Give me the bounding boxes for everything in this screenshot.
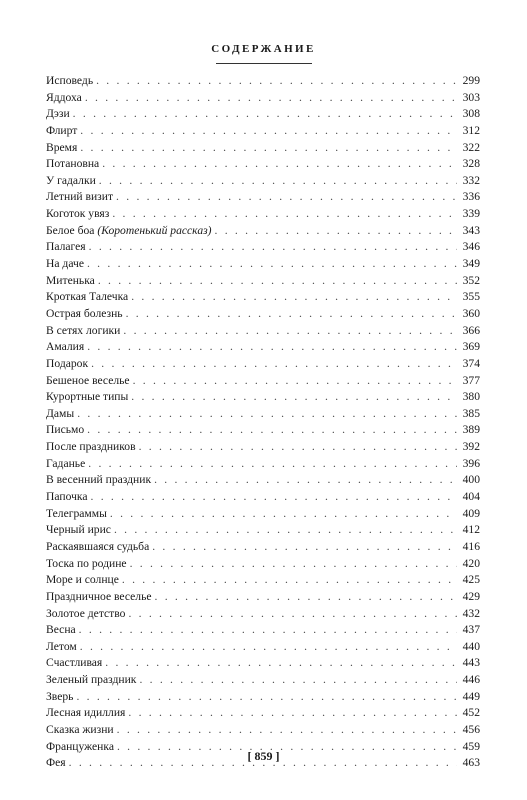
- toc-entry-page: 400: [462, 473, 480, 487]
- toc-entry: [46, 539, 480, 556]
- toc-entry-title-text: Яддоха: [46, 90, 82, 104]
- toc-entry-title-text: Фея: [46, 756, 66, 770]
- toc-entry-title: [46, 556, 127, 573]
- toc-entry-page: 409: [462, 506, 480, 520]
- toc-entry: [46, 639, 480, 656]
- toc-entry-page: 366: [462, 323, 480, 337]
- toc-entry-title: [46, 572, 119, 589]
- toc-entry-title-text: Море и солнце: [46, 573, 119, 587]
- toc-entry-title: [46, 306, 123, 323]
- toc-entry-title-text: Письмо: [46, 423, 85, 437]
- toc-entry-title: [46, 156, 99, 173]
- toc-entry-title: [46, 589, 152, 606]
- toc-entry-title: [46, 256, 84, 273]
- toc-entry-page: 377: [462, 373, 480, 387]
- toc-entry: [46, 239, 480, 256]
- dot-leader: [80, 123, 457, 140]
- toc-entry-page: 328: [462, 157, 480, 171]
- dot-leader: [76, 689, 457, 706]
- dot-leader: [114, 522, 457, 539]
- toc-entry-title-text: Француженка: [46, 739, 114, 753]
- toc-entry-title: [46, 439, 136, 456]
- toc-entry-title-text: В весенний праздник: [46, 473, 152, 487]
- dot-leader: [154, 472, 457, 489]
- toc-entry-title-text: Черный ирис: [46, 523, 111, 537]
- toc-entry: [46, 456, 480, 473]
- title-rule: [216, 63, 312, 64]
- dot-leader: [80, 140, 457, 157]
- dot-leader: [96, 73, 457, 90]
- toc-entry: [46, 672, 480, 689]
- toc-entry-title: [46, 90, 82, 107]
- page-title: СОДЕРЖАНИЕ: [211, 43, 316, 55]
- toc-entry-page: 459: [462, 739, 480, 753]
- toc-entry-page: 389: [462, 423, 480, 437]
- toc-entry-title-text: Тоска по родине: [46, 556, 127, 570]
- toc-entry-title-text: Лесная идиллия: [46, 706, 126, 720]
- toc-entry: [46, 356, 480, 373]
- dot-leader: [105, 655, 457, 672]
- toc-entry-page: 463: [462, 756, 480, 770]
- toc-entry-page: 449: [462, 689, 480, 703]
- dot-leader: [139, 672, 457, 689]
- dot-leader: [87, 422, 457, 439]
- toc-entry-page: 308: [462, 107, 480, 121]
- toc-entry-page: 299: [462, 74, 480, 87]
- toc-entry: [46, 689, 480, 706]
- toc-entry-title-text: Острая болезнь: [46, 306, 123, 320]
- dot-leader: [80, 639, 457, 656]
- toc-entry-title-text: Потановна: [46, 157, 100, 171]
- toc-entry-page: 343: [462, 223, 480, 237]
- toc-entry: [46, 572, 480, 589]
- dot-leader: [131, 289, 457, 306]
- toc-entry: [46, 189, 480, 206]
- toc-entry-title-text: На даче: [46, 257, 84, 271]
- toc-entry-page: 429: [462, 589, 480, 603]
- dot-leader: [152, 539, 457, 556]
- toc-entry-page: 412: [462, 523, 480, 537]
- toc-entry: [46, 123, 480, 140]
- toc-entry-title-text: Курортные типы: [46, 390, 129, 404]
- toc-entry-title: [46, 689, 73, 706]
- dot-leader: [128, 606, 457, 623]
- toc-entry-title: [46, 456, 85, 473]
- toc-entry-page: 396: [462, 456, 480, 470]
- toc-entry-title-text: У гадалки: [46, 173, 96, 187]
- toc-entry-page: 339: [462, 207, 480, 221]
- toc-entry-title: [46, 722, 114, 739]
- toc-entry-title: [46, 339, 84, 356]
- dot-leader: [139, 439, 457, 456]
- toc-entry-title-text: Весна: [46, 623, 76, 637]
- toc-entry-page: 374: [462, 356, 480, 370]
- dot-leader: [91, 356, 457, 373]
- toc-entry-title-text: Бешеное веселье: [46, 373, 130, 387]
- toc-entry-title: [46, 606, 125, 623]
- toc-entry-title: [46, 289, 128, 306]
- toc-entry-page: 446: [462, 673, 480, 687]
- toc-entry-title: [46, 672, 136, 689]
- toc-entry-title-text: Исповедь: [46, 74, 94, 87]
- toc-entry-page: 437: [462, 623, 480, 637]
- dot-leader: [87, 339, 457, 356]
- toc-entry: [46, 206, 480, 223]
- toc-entry: [46, 655, 480, 672]
- toc-entry-page: 369: [462, 340, 480, 354]
- toc-entry-page: 420: [462, 556, 480, 570]
- toc-entry-title-text: Флирт: [46, 123, 78, 137]
- toc-entry-page: 360: [462, 306, 480, 320]
- toc-entry: [46, 705, 480, 722]
- toc-entry-page: 385: [462, 406, 480, 420]
- dot-leader: [73, 106, 457, 123]
- toc-entry: [46, 273, 480, 290]
- toc-entry-page: 456: [462, 722, 480, 736]
- toc-entry-title-text: Раскаявшаяся судьба: [46, 539, 150, 553]
- toc-entry: [46, 472, 480, 489]
- toc-entry-title: [46, 223, 212, 240]
- toc-entry-title-text: Белое боа: [46, 223, 95, 237]
- toc-entry: [46, 339, 480, 356]
- dot-leader: [102, 156, 457, 173]
- toc-entry: [46, 256, 480, 273]
- toc-entry-page: 380: [462, 390, 480, 404]
- dot-leader: [79, 622, 457, 639]
- toc-entry-page: 432: [462, 606, 480, 620]
- toc-entry-page: 355: [462, 290, 480, 304]
- toc-entry-title-text: Золотое детство: [46, 606, 126, 620]
- toc-entry: [46, 106, 480, 123]
- toc-entry-title-text: Коготок увяз: [46, 207, 110, 221]
- dot-leader: [128, 705, 457, 722]
- dot-leader: [85, 90, 457, 107]
- toc-entry-title-text: Дамы: [46, 406, 75, 420]
- toc-entry-title-text: Летний визит: [46, 190, 114, 204]
- toc-entry-page: 336: [462, 190, 480, 204]
- toc-entry-title: [46, 106, 70, 123]
- toc-entry-title: [46, 472, 151, 489]
- toc-entry: [46, 289, 480, 306]
- toc-entry-title: [46, 123, 77, 140]
- toc-entry-title: [46, 539, 149, 556]
- toc-entry-title: [46, 522, 111, 539]
- toc-entry: [46, 522, 480, 539]
- toc-entry-title-text: Зеленый праздник: [46, 673, 137, 687]
- toc-entry-title-text: Сказка жизни: [46, 722, 114, 736]
- toc-entry: [46, 722, 480, 739]
- toc-entry: [46, 90, 480, 107]
- dot-leader: [89, 239, 457, 256]
- dot-leader: [88, 456, 457, 473]
- dot-leader: [123, 323, 457, 340]
- toc-entry-title: [46, 373, 130, 390]
- toc-entry-subtitle: (Коротенький рассказ): [97, 223, 212, 237]
- page-number: [ 859 ]: [247, 749, 280, 763]
- toc-entry-page: 443: [462, 656, 480, 670]
- toc-entry: [46, 389, 480, 406]
- toc-entry-title-text: Дэзи: [46, 107, 70, 121]
- toc-entry-page: 392: [462, 440, 480, 454]
- dot-leader: [155, 589, 457, 606]
- toc-entry-title-text: Амалия: [46, 340, 85, 354]
- table-of-contents: [46, 73, 480, 772]
- toc-entry-title-text: Телеграммы: [46, 506, 107, 520]
- toc-entry-page: 452: [462, 706, 480, 720]
- dot-leader: [215, 223, 458, 240]
- toc-entry-title-text: Праздничное веселье: [46, 589, 152, 603]
- toc-entry-page: 346: [462, 240, 480, 254]
- toc-entry-title-text: Летом: [46, 639, 77, 653]
- toc-entry-title-text: Время: [46, 140, 78, 154]
- toc-entry-page: 303: [462, 90, 480, 104]
- toc-entry-title: [46, 189, 113, 206]
- toc-entry-title: [46, 173, 96, 190]
- toc-entry-title: [46, 655, 102, 672]
- toc-entry-title: [46, 506, 107, 523]
- toc-entry-page: 425: [462, 573, 480, 587]
- dot-leader: [122, 572, 457, 589]
- toc-entry-title: [46, 140, 77, 157]
- toc-entry: [46, 306, 480, 323]
- toc-entry-title-text: Митенька: [46, 273, 95, 287]
- toc-entry: [46, 622, 480, 639]
- toc-entry-title: [46, 239, 86, 256]
- toc-entry-title: [46, 705, 125, 722]
- toc-entry: [46, 406, 480, 423]
- toc-entry-title: [46, 356, 88, 373]
- toc-entry: [46, 589, 480, 606]
- toc-entry: [46, 73, 480, 90]
- toc-entry: [46, 506, 480, 523]
- toc-entry-page: 349: [462, 257, 480, 271]
- toc-entry-page: 322: [462, 140, 480, 154]
- toc-entry-title: [46, 622, 76, 639]
- dot-leader: [112, 206, 457, 223]
- dot-leader: [110, 506, 457, 523]
- dot-leader: [87, 256, 457, 273]
- toc-entry: [46, 156, 480, 173]
- toc-entry-title: [46, 406, 74, 423]
- toc-entry-page: 440: [462, 639, 480, 653]
- dot-leader: [99, 173, 457, 190]
- toc-entry-page: 352: [462, 273, 480, 287]
- toc-entry-title-text: Счастливая: [46, 656, 103, 670]
- toc-entry: [46, 439, 480, 456]
- toc-entry-title-text: В сетях логики: [46, 323, 121, 337]
- dot-leader: [130, 556, 457, 573]
- toc-entry: [46, 556, 480, 573]
- toc-entry-page: 404: [462, 490, 480, 504]
- dot-leader: [131, 389, 457, 406]
- toc-entry-title-text: Гаданье: [46, 456, 86, 470]
- dot-leader: [126, 306, 457, 323]
- toc-entry: [46, 323, 480, 340]
- toc-entry: [46, 422, 480, 439]
- toc-entry-page: 312: [462, 123, 480, 137]
- dot-leader: [91, 489, 457, 506]
- toc-entry-title: [46, 206, 109, 223]
- toc-entry: [46, 140, 480, 157]
- dot-leader: [133, 373, 457, 390]
- toc-entry: [46, 373, 480, 390]
- toc-entry-page: 416: [462, 539, 480, 553]
- dot-leader: [117, 722, 457, 739]
- toc-entry-title-text: Палагея: [46, 240, 86, 254]
- toc-entry-title-text: Кроткая Талечка: [46, 290, 129, 304]
- toc-entry-title-text: Папочка: [46, 490, 88, 504]
- toc-entry-title: [46, 639, 77, 656]
- toc-entry-title: [46, 422, 84, 439]
- toc-entry-title: [46, 323, 120, 340]
- dot-leader: [77, 406, 457, 423]
- toc-entry: [46, 606, 480, 623]
- toc-entry-title: [46, 73, 93, 90]
- dot-leader: [98, 273, 457, 290]
- toc-entry-title: [46, 489, 88, 506]
- toc-entry: [46, 173, 480, 190]
- toc-entry-title-text: Подарок: [46, 356, 89, 370]
- dot-leader: [116, 189, 457, 206]
- toc-entry-title-text: Зверь: [46, 689, 74, 703]
- toc-entry: [46, 489, 480, 506]
- toc-entry-title: [46, 389, 128, 406]
- toc-entry-page: 332: [462, 173, 480, 187]
- toc-entry: [46, 223, 480, 240]
- toc-entry-title-text: После праздников: [46, 440, 136, 454]
- toc-entry-title: [46, 273, 95, 290]
